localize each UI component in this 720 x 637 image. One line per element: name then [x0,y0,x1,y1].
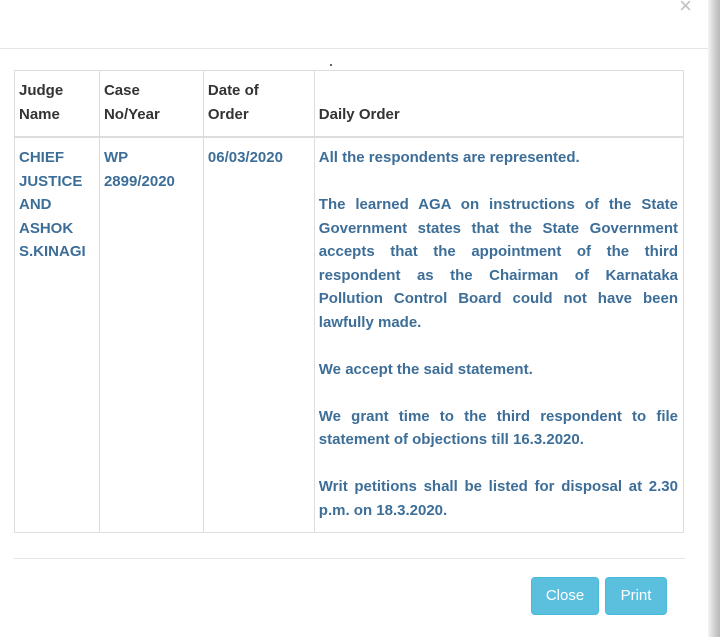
order-paragraph: We grant time to the third respondent to file statement of objections till 16.3.2020. [318,407,678,448]
modal-header [0,0,708,49]
judge-name-line: S.KINAGI [19,243,86,260]
print-button[interactable]: Print [605,577,667,615]
backdrop-edge [708,0,720,637]
case-number-line: WP [103,149,129,166]
divider-dot [330,64,332,66]
close-icon[interactable]: × [679,0,692,18]
order-paragraph: All the respondents are represented. [318,149,580,166]
modal-footer-divider [14,558,685,559]
table-row [15,137,684,533]
header-date-line2: Order [207,105,249,123]
order-paragraph: Writ petitions shall be listed for disposal at 2.30 p.m. on 18.3.2020. [318,478,678,519]
close-button[interactable]: Close [531,577,599,615]
order-paragraph: We accept the said statement. [318,360,533,378]
order-date-cell: 06/03/2020 [203,137,314,533]
header-date-of-order [203,71,314,138]
header-date-line1: Date of [207,82,259,99]
order-paragraph: The learned AGA on instructions of the State Government states that the State Government accepts that the appointment of the third respondent as the Chairman of Karnataka Pollution Control Board could not have been lawfully made. [318,196,678,331]
header-case-line2: No/Year [103,105,160,123]
case-number-line: 2899/2020 [103,172,175,190]
header-case-line1: Case [103,82,140,99]
table-header-row [15,71,684,138]
header-case-no [99,71,203,138]
header-daily-order: Daily Order [314,71,683,138]
judge-name-line: JUSTICE [19,172,83,190]
daily-order-cell [314,137,683,533]
case-number-cell [99,137,203,533]
header-judge-line1: Judge [19,82,64,99]
judge-name-cell [15,137,100,533]
judge-name-line: CHIEF [19,149,64,166]
header-judge-name [15,71,100,138]
header-judge-line2: Name [19,105,60,123]
judge-name-line: AND [19,196,52,213]
judge-name-line: ASHOK [19,219,74,237]
daily-order-table [14,70,684,533]
